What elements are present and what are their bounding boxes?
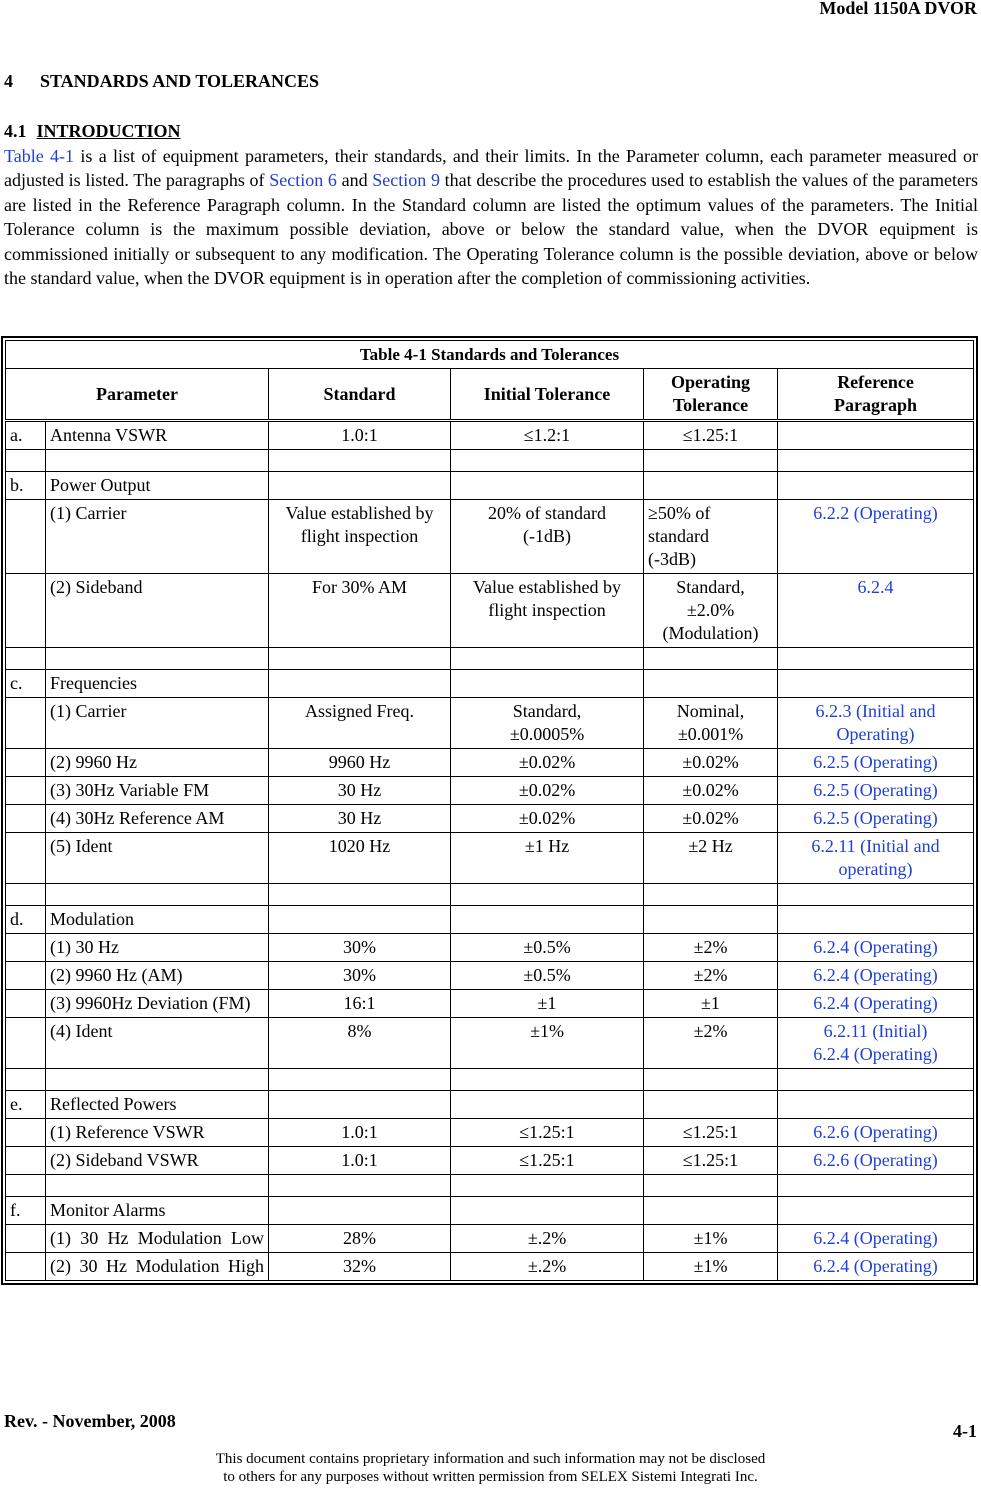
reference-cell[interactable]: 6.2.4 (Operating) — [778, 934, 974, 962]
table-row — [6, 421, 974, 450]
row-letter: e. — [6, 1091, 46, 1119]
operating-cell: ≥50% of standard (-3dB) — [644, 500, 778, 574]
standard-cell: 28% — [269, 1225, 451, 1253]
table-row — [6, 990, 974, 1018]
standard-cell: 1.0:1 — [269, 421, 451, 450]
operating-cell: ≤1.25:1 — [644, 421, 778, 450]
operating-cell: ±0.02% — [644, 777, 778, 805]
standard-cell: 1.0:1 — [269, 1147, 451, 1175]
table-row — [6, 1197, 974, 1225]
notice-line-2: to others for any purposes without written permission from SELEX Sistemi Integrati Inc. — [223, 1469, 758, 1485]
operating-cell: ±2 Hz — [644, 833, 778, 884]
operating-cell: ±2% — [644, 962, 778, 990]
operating-cell: Nominal, ±0.001% — [644, 698, 778, 749]
param-cell: (1) Carrier — [46, 500, 269, 574]
subsection-title: INTRODUCTION — [36, 121, 181, 141]
standard-cell: 1.0:1 — [269, 1119, 451, 1147]
reference-cell[interactable] — [778, 1018, 974, 1069]
reference-cell[interactable]: 6.2.6 (Operating) — [778, 1147, 974, 1175]
standard-cell: 30% — [269, 934, 451, 962]
table-row — [6, 698, 974, 749]
standard-cell: 30 Hz — [269, 805, 451, 833]
section-title: STANDARDS AND TOLERANCES — [40, 71, 320, 91]
row-letter: c. — [6, 670, 46, 698]
blank-row — [6, 1175, 974, 1197]
initial-cell: ±0.02% — [451, 805, 644, 833]
table-row — [6, 1253, 974, 1281]
reference-cell[interactable]: 6.2.5 (Operating) — [778, 749, 974, 777]
initial-cell: ±1 Hz — [451, 833, 644, 884]
initial-cell: Standard, ±0.0005% — [451, 698, 644, 749]
param-cell: (2) Sideband — [46, 574, 269, 648]
initial-cell: ≤1.2:1 — [451, 421, 644, 450]
table-row — [6, 500, 974, 574]
header-parameter: Parameter — [6, 369, 269, 421]
standard-cell: For 30% AM — [269, 574, 451, 648]
standard-cell: 1020 Hz — [269, 833, 451, 884]
table-row — [6, 1091, 974, 1119]
initial-cell: 20% of standard (-1dB) — [451, 500, 644, 574]
param-cell: (5) Ident — [46, 833, 269, 884]
row-letter: a. — [6, 421, 46, 450]
reference-operating[interactable]: 6.2.4 (Operating) — [813, 1044, 938, 1064]
intro-paragraph — [4, 144, 978, 290]
param-cell: (4) Ident — [46, 1018, 269, 1069]
param-cell: Modulation — [46, 906, 269, 934]
operating-cell: Standard, ±2.0% (Modulation) — [644, 574, 778, 648]
row-letter: f. — [6, 1197, 46, 1225]
operating-cell: ±0.02% — [644, 805, 778, 833]
reference-cell[interactable]: 6.2.4 (Operating) — [778, 962, 974, 990]
initial-cell: ±1% — [451, 1018, 644, 1069]
param-cell: (2) 30 Hz Modulation High — [46, 1253, 269, 1281]
standard-cell: 30 Hz — [269, 777, 451, 805]
table-row — [6, 1225, 974, 1253]
param-cell: Frequencies — [46, 670, 269, 698]
standard-cell: Assigned Freq. — [269, 698, 451, 749]
initial-cell: ≤1.25:1 — [451, 1147, 644, 1175]
reference-initial[interactable]: 6.2.11 (Initial) — [823, 1021, 928, 1041]
intro-text-1: is a list of equipment parameters, their standards, and their limits. In the Parameter column, each parameter measured or adjusted is listed. The paragraphs of — [4, 146, 978, 191]
param-cell: (2) 9960 Hz — [46, 749, 269, 777]
param-cell: (3) 30Hz Variable FM — [46, 777, 269, 805]
standards-table-frame — [1, 336, 978, 1285]
initial-cell: ±.2% — [451, 1253, 644, 1281]
param-cell: Power Output — [46, 472, 269, 500]
operating-cell: ±1 — [644, 990, 778, 1018]
standard-cell: Value established by flight inspection — [269, 500, 451, 574]
initial-cell: ±0.02% — [451, 777, 644, 805]
blank-row — [6, 884, 974, 906]
reference-cell[interactable]: 6.2.6 (Operating) — [778, 1119, 974, 1147]
table-row — [6, 749, 974, 777]
standards-table — [5, 340, 974, 1281]
intro-text-3: that describe the procedures used to establish the values of the parameters are listed in the Reference Paragraph column. In the Standard column are listed the optimum values of the parameters. The Initial Tolerance column is the maximum possible deviation, above or below the standard value, when the DVOR equipment is commissioned initially or subsequent to any modification. The Operating Tolerance column is the possible deviation, above or below the standard value, when the DVOR equipment is in operation after the completion of commissioning activities. — [4, 170, 979, 289]
param-cell: Monitor Alarms — [46, 1197, 269, 1225]
initial-cell: ±1 — [451, 990, 644, 1018]
table-row — [6, 805, 974, 833]
standard-cell: 16:1 — [269, 990, 451, 1018]
reference-cell[interactable]: 6.2.3 (Initial and Operating) — [778, 698, 974, 749]
param-cell: Reflected Powers — [46, 1091, 269, 1119]
table-row — [6, 833, 974, 884]
standard-cell: 32% — [269, 1253, 451, 1281]
header-operating-tolerance: Operating Tolerance — [644, 369, 778, 421]
standard-cell: 30% — [269, 962, 451, 990]
param-cell: (2) Sideband VSWR — [46, 1147, 269, 1175]
operating-cell: ±0.02% — [644, 749, 778, 777]
reference-cell[interactable]: 6.2.4 (Operating) — [778, 1225, 974, 1253]
table-row — [6, 906, 974, 934]
link-section-9[interactable]: Section 9 — [372, 170, 440, 191]
table-row — [6, 670, 974, 698]
param-cell: (1) 30 Hz — [46, 934, 269, 962]
reference-cell[interactable]: 6.2.5 (Operating) — [778, 777, 974, 805]
table-row — [6, 574, 974, 648]
operating-cell: ≤1.25:1 — [644, 1119, 778, 1147]
operating-cell: ≤1.25:1 — [644, 1147, 778, 1175]
param-cell: (1) 30 Hz Modulation Low — [46, 1225, 269, 1253]
header-standard: Standard — [269, 369, 451, 421]
table-caption: Table 4-1 Standards and Tolerances — [6, 341, 974, 369]
link-table-4-1[interactable]: Table 4-1 — [4, 146, 75, 166]
standard-cell: 9960 Hz — [269, 749, 451, 777]
reference-cell[interactable]: 6.2.4 (Operating) — [778, 1253, 974, 1281]
row-letter: d. — [6, 906, 46, 934]
reference-cell[interactable]: 6.2.4 — [778, 574, 974, 648]
initial-cell: Value established by flight inspection — [451, 574, 644, 648]
reference-cell[interactable]: 6.2.5 (Operating) — [778, 805, 974, 833]
subsection-number: 4.1 — [4, 121, 27, 141]
reference-cell[interactable]: 6.2.2 (Operating) — [778, 500, 974, 574]
section-heading — [4, 71, 319, 92]
proprietary-notice — [0, 1450, 981, 1486]
initial-cell: ±0.02% — [451, 749, 644, 777]
notice-line-1: This document contains proprietary information and such information may not be disclosed — [215, 1451, 766, 1467]
header-reference-paragraph: Reference Paragraph — [778, 369, 974, 421]
operating-cell: ±2% — [644, 1018, 778, 1069]
row-letter: b. — [6, 472, 46, 500]
table-row — [6, 1018, 974, 1069]
reference-cell[interactable]: 6.2.4 (Operating) — [778, 990, 974, 1018]
blank-row — [6, 450, 974, 472]
param-cell: (4) 30Hz Reference AM — [46, 805, 269, 833]
blank-row — [6, 648, 974, 670]
document-header-model: Model 1150A DVOR — [819, 0, 977, 18]
table-row — [6, 1119, 974, 1147]
initial-cell: ±.2% — [451, 1225, 644, 1253]
reference-cell[interactable]: 6.2.11 (Initial and operating) — [778, 833, 974, 884]
link-section-6[interactable]: Section 6 — [269, 170, 337, 191]
param-cell: (3) 9960Hz Deviation (FM) — [46, 990, 269, 1018]
operating-cell: ±2% — [644, 934, 778, 962]
initial-cell: ≤1.25:1 — [451, 1119, 644, 1147]
reference-cell — [778, 421, 974, 450]
param-cell: Antenna VSWR — [46, 421, 269, 450]
intro-text-2: and — [336, 170, 373, 191]
standard-cell: 8% — [269, 1018, 451, 1069]
param-cell: (2) 9960 Hz (AM) — [46, 962, 269, 990]
subsection-heading — [4, 121, 181, 142]
blank-row — [6, 1069, 974, 1091]
param-cell: (1) Carrier — [46, 698, 269, 749]
section-number: 4 — [4, 71, 13, 91]
table-row — [6, 1147, 974, 1175]
param-cell: (1) Reference VSWR — [46, 1119, 269, 1147]
initial-cell: ±0.5% — [451, 962, 644, 990]
header-initial-tolerance: Initial Tolerance — [451, 369, 644, 421]
table-row — [6, 777, 974, 805]
initial-cell: ±0.5% — [451, 934, 644, 962]
table-row — [6, 934, 974, 962]
table-row — [6, 962, 974, 990]
operating-cell: ±1% — [644, 1225, 778, 1253]
table-row — [6, 472, 974, 500]
footer-page-number: 4-1 — [953, 1421, 977, 1441]
footer-revision: Rev. - November, 2008 — [4, 1411, 176, 1431]
table-header-row — [6, 369, 974, 421]
operating-cell: ±1% — [644, 1253, 778, 1281]
